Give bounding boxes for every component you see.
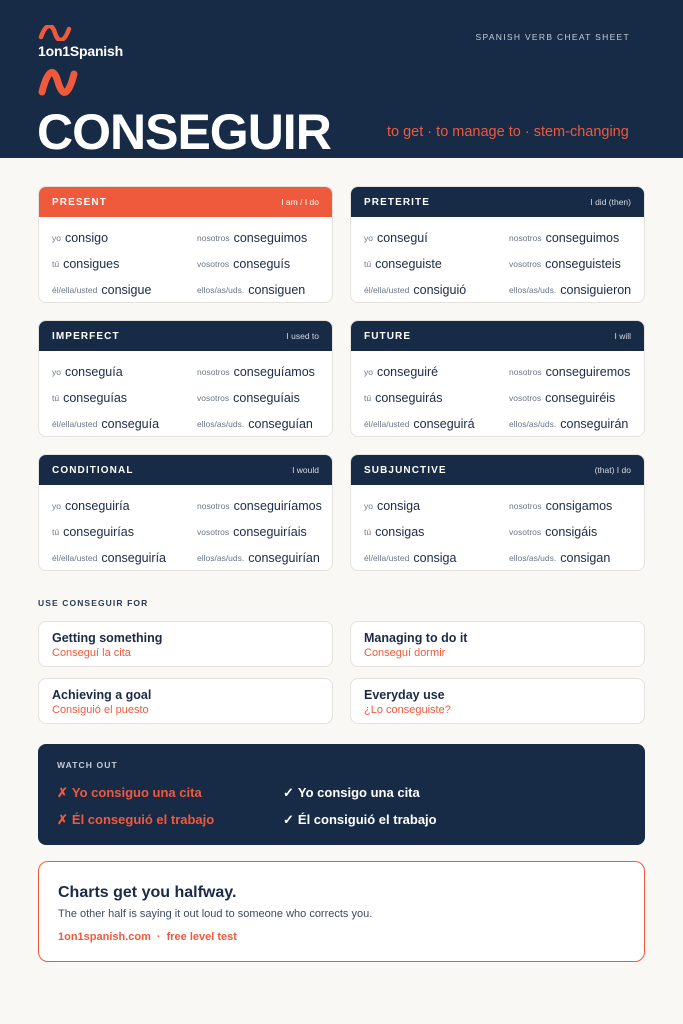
pronoun: nosotros	[509, 501, 542, 511]
use-card	[38, 621, 333, 667]
cross-icon: ✗	[57, 812, 68, 827]
tense-title: PRETERITE	[364, 196, 431, 208]
check-icon: ✓	[283, 812, 294, 827]
pronoun: ellos/as/uds.	[197, 419, 245, 429]
cta-title: Charts get you halfway.	[58, 884, 237, 901]
pronoun: yo	[52, 233, 61, 243]
pronoun: él/ella/usted	[52, 419, 98, 429]
pronoun: él/ella/usted	[52, 285, 98, 295]
pronoun: tú	[364, 527, 372, 537]
pronoun: ellos/as/uds.	[509, 419, 557, 429]
verb-form: consigues	[63, 257, 120, 271]
conjugation-cell	[364, 385, 509, 411]
pronoun: nosotros	[509, 367, 542, 377]
conjugation-cell	[197, 545, 332, 571]
conjugation-cell	[364, 225, 509, 251]
pronoun: ellos/as/uds.	[509, 285, 557, 295]
tense-card-subjunctive	[350, 454, 645, 571]
pronoun: ellos/as/uds.	[197, 285, 245, 295]
pronoun: ellos/as/uds.	[509, 553, 557, 563]
verb-form: consiga	[413, 551, 457, 565]
use-example: ¿Lo conseguiste?	[364, 704, 451, 716]
verb-form: consigue	[101, 283, 152, 297]
pronoun: vosotros	[197, 527, 230, 537]
conjugation-cell	[197, 519, 332, 545]
conjugation-cell	[509, 519, 644, 545]
tense-card-header	[351, 187, 644, 217]
pronoun: nosotros	[197, 367, 230, 377]
tense-gloss: (that) I do	[594, 465, 631, 475]
use-example: Conseguí dormir	[364, 647, 446, 659]
tense-card-future	[350, 320, 645, 437]
pronoun: vosotros	[197, 259, 230, 269]
conjugation-cell	[364, 277, 509, 303]
tense-card-header	[39, 187, 332, 217]
conjugation-grid	[351, 217, 644, 303]
verb-form: consigan	[560, 551, 611, 565]
conjugation-cell	[52, 545, 197, 571]
conjugation-cell	[197, 411, 332, 437]
verb-form: conseguiría	[64, 499, 130, 513]
pronoun: vosotros	[509, 527, 542, 537]
tense-title: IMPERFECT	[52, 330, 120, 342]
tense-title: FUTURE	[364, 330, 412, 342]
title-wave-icon	[38, 66, 78, 100]
conjugation-cell	[364, 519, 509, 545]
tense-title: SUBJUNCTIVE	[364, 464, 447, 476]
verb-form: conseguiríais	[233, 525, 307, 539]
cta-links	[58, 931, 237, 943]
verb-form: conseguía	[64, 365, 123, 379]
tense-gloss: I did (then)	[590, 197, 631, 207]
cta-box	[38, 861, 645, 962]
verb-form: conseguiré	[376, 365, 439, 379]
pronoun: yo	[364, 501, 373, 511]
conjugation-cell	[52, 359, 197, 385]
verb-form: conseguirá	[413, 417, 475, 431]
pronoun: él/ella/usted	[52, 553, 98, 563]
verb-form: consiguen	[248, 283, 306, 297]
tense-gloss: I am / I do	[281, 197, 319, 207]
conjugation-grid	[39, 351, 332, 437]
verb-form: conseguíamos	[233, 365, 315, 379]
use-example: Conseguí la cita	[52, 647, 131, 659]
tense-gloss: I used to	[286, 331, 319, 341]
verb-form: conseguiste	[375, 257, 442, 271]
pronoun: vosotros	[197, 393, 230, 403]
conjugation-cell	[364, 411, 509, 437]
wrong-example-text: Yo consiguo una cita	[71, 785, 202, 800]
pronoun: vosotros	[509, 259, 542, 269]
verb-form: consigas	[375, 525, 425, 539]
level-test-link[interactable]: free level test	[166, 931, 237, 943]
conjugation-cell	[197, 251, 332, 277]
brand-wave-icon	[38, 25, 72, 41]
verb-form: conseguiría	[101, 551, 166, 565]
pronoun: tú	[52, 527, 60, 537]
conjugation-cell	[509, 251, 644, 277]
verb-form: conseguimos	[233, 231, 308, 245]
tense-card-imperfect	[38, 320, 333, 437]
verb-form: conseguí	[376, 231, 428, 245]
pronoun: tú	[364, 393, 372, 403]
conjugation-cell	[509, 277, 644, 303]
conjugation-cell	[364, 251, 509, 277]
verb-form: conseguías	[63, 391, 128, 405]
verb-form: conseguirán	[560, 417, 629, 431]
pronoun: yo	[364, 367, 373, 377]
conjugation-cell	[52, 385, 197, 411]
use-card	[350, 678, 645, 724]
conjugation-cell	[197, 277, 332, 303]
conjugation-cell	[364, 545, 509, 571]
tense-card-header	[39, 455, 332, 485]
tense-card-header	[351, 455, 644, 485]
watch-out-panel	[38, 744, 645, 845]
tense-card-conditional	[38, 454, 333, 571]
verb-form: consiga	[376, 499, 421, 513]
link-separator: ·	[156, 931, 161, 943]
pronoun: él/ella/usted	[364, 285, 410, 295]
pronoun: yo	[364, 233, 373, 243]
wrong-example-text: Él conseguió el trabajo	[71, 812, 215, 827]
verb-form: consigáis	[545, 525, 598, 539]
conjugation-grid	[39, 217, 332, 303]
use-card	[350, 621, 645, 667]
use-title: Everyday use	[364, 688, 445, 702]
check-icon: ✓	[283, 785, 294, 800]
conjugation-cell	[509, 385, 644, 411]
correct-example-text: Yo consigo una cita	[297, 785, 420, 800]
conjugation-cell	[509, 545, 644, 571]
tense-card-header	[39, 321, 332, 351]
cta-subtitle: The other half is saying it out loud to someone who corrects you.	[58, 908, 373, 920]
verb-form: conseguirían	[248, 551, 320, 565]
verb-form: consigamos	[545, 499, 613, 513]
use-card	[38, 678, 333, 724]
pronoun: vosotros	[509, 393, 542, 403]
wrong-example	[57, 785, 202, 801]
conjugation-cell	[509, 411, 644, 437]
cheat-sheet-label: SPANISH VERB CHEAT SHEET	[475, 32, 630, 42]
verb-form: conseguís	[233, 257, 291, 271]
conjugation-cell	[52, 493, 197, 519]
conjugation-cell	[509, 493, 644, 519]
correct-example	[283, 785, 420, 801]
brand-logo-text: 1on1Spanish	[38, 43, 123, 59]
tense-gloss: I would	[292, 465, 319, 475]
verb-form: conseguisteis	[545, 257, 621, 271]
use-title: Getting something	[52, 631, 163, 645]
correct-example	[283, 812, 437, 828]
conjugation-cell	[509, 225, 644, 251]
use-title: Achieving a goal	[52, 688, 152, 702]
conjugation-cell	[52, 225, 197, 251]
verb-meaning: to get · to manage to · stem-changing	[387, 124, 629, 140]
pronoun: él/ella/usted	[364, 553, 410, 563]
conjugation-cell	[364, 359, 509, 385]
tense-card-present	[38, 186, 333, 303]
tense-card-preterite	[350, 186, 645, 303]
conjugation-cell	[197, 493, 332, 519]
tense-gloss: I will	[614, 331, 631, 341]
conjugation-grid	[351, 485, 644, 571]
pronoun: yo	[52, 501, 61, 511]
pronoun: él/ella/usted	[364, 419, 410, 429]
conjugation-cell	[52, 277, 197, 303]
verb-form: conseguiremos	[545, 365, 631, 379]
site-link[interactable]: 1on1spanish.com	[58, 931, 151, 943]
tense-card-header	[351, 321, 644, 351]
conjugation-cell	[52, 251, 197, 277]
wrong-example	[57, 812, 214, 828]
verb-form: conseguíais	[233, 391, 300, 405]
verb-title: CONSEGUIR	[37, 104, 331, 160]
pronoun: yo	[52, 367, 61, 377]
pronoun: nosotros	[509, 233, 542, 243]
pronoun: nosotros	[197, 233, 230, 243]
tense-title: PRESENT	[52, 196, 107, 208]
pronoun: tú	[364, 259, 372, 269]
conjugation-cell	[197, 225, 332, 251]
cross-icon: ✗	[57, 785, 68, 800]
verb-form: consiguieron	[560, 283, 632, 297]
verb-form: consigo	[64, 231, 109, 245]
conjugation-cell	[197, 359, 332, 385]
watch-out-label: WATCH OUT	[57, 760, 118, 770]
conjugation-cell	[364, 493, 509, 519]
use-title: Managing to do it	[364, 631, 468, 645]
pronoun: tú	[52, 259, 60, 269]
conjugation-cell	[52, 519, 197, 545]
tense-title: CONDITIONAL	[52, 464, 134, 476]
correct-example-text: Él consiguió el trabajo	[297, 812, 437, 827]
conjugation-grid	[351, 351, 644, 437]
uses-section-label: USE CONSEGUIR FOR	[38, 598, 149, 608]
verb-form: conseguimos	[545, 231, 620, 245]
verb-form: conseguirás	[375, 391, 443, 405]
verb-form: conseguían	[248, 417, 313, 431]
verb-form: conseguirías	[63, 525, 134, 539]
verb-form: conseguiríamos	[233, 499, 322, 513]
verb-form: consiguió	[413, 283, 467, 297]
verb-form: conseguiréis	[545, 391, 616, 405]
verb-form: conseguía	[101, 417, 160, 431]
conjugation-cell	[52, 411, 197, 437]
pronoun: ellos/as/uds.	[197, 553, 245, 563]
header	[0, 0, 683, 158]
pronoun: tú	[52, 393, 60, 403]
conjugation-cell	[509, 359, 644, 385]
conjugation-grid	[39, 485, 332, 571]
pronoun: nosotros	[197, 501, 230, 511]
use-example: Consiguió el puesto	[52, 704, 149, 716]
conjugation-cell	[197, 385, 332, 411]
